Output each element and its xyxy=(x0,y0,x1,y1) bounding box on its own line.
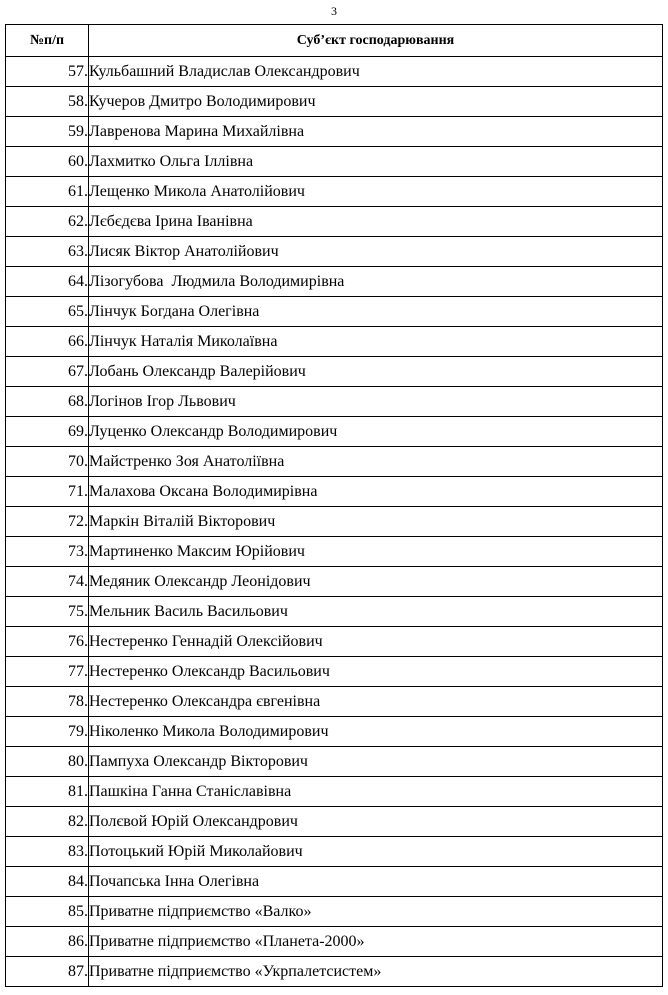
entity-name: Медяник Олександр Леонідович xyxy=(89,567,663,597)
table-row xyxy=(6,447,663,477)
row-number: 77. xyxy=(6,657,89,687)
table-row xyxy=(6,417,663,447)
table-row xyxy=(6,777,663,807)
table-row xyxy=(6,177,663,207)
row-number: 72. xyxy=(6,507,89,537)
entity-name: Лавренова Марина Михайлівна xyxy=(89,117,663,147)
table-row xyxy=(6,327,663,357)
table-row xyxy=(6,297,663,327)
row-number: 78. xyxy=(6,687,89,717)
row-number: 62. xyxy=(6,207,89,237)
row-number: 68. xyxy=(6,387,89,417)
entity-name: Лінчук Наталія Миколаївна xyxy=(89,327,663,357)
row-number: 82. xyxy=(6,807,89,837)
entity-name: Приватне підприємство «Планета-2000» xyxy=(89,927,663,957)
entity-name: Ніколенко Микола Володимирович xyxy=(89,717,663,747)
entity-name: Лобань Олександр Валерійович xyxy=(89,357,663,387)
page-number: 3 xyxy=(331,4,337,18)
entity-table xyxy=(5,24,663,987)
table-row xyxy=(6,507,663,537)
entity-name: Пашкіна Ганна Станіславівна xyxy=(89,777,663,807)
entity-name: Почапська Інна Олегівна xyxy=(89,867,663,897)
row-number: 75. xyxy=(6,597,89,627)
table-row xyxy=(6,717,663,747)
header-number: №п/п xyxy=(6,25,89,57)
table-row xyxy=(6,477,663,507)
row-number: 65. xyxy=(6,297,89,327)
row-number: 61. xyxy=(6,177,89,207)
entity-name: Приватне підприємство «Укрпалетсистем» xyxy=(89,957,663,987)
row-number: 73. xyxy=(6,537,89,567)
table-row xyxy=(6,837,663,867)
table-row xyxy=(6,867,663,897)
row-number: 58. xyxy=(6,87,89,117)
row-number: 64. xyxy=(6,267,89,297)
row-number: 79. xyxy=(6,717,89,747)
entity-name: Малахова Оксана Володимирівна xyxy=(89,477,663,507)
entity-name: Нестеренко Геннадій Олексійович xyxy=(89,627,663,657)
table-row xyxy=(6,357,663,387)
entity-name: Мельник Василь Васильович xyxy=(89,597,663,627)
entity-name: Лізогубова Людмила Володимирівна xyxy=(89,267,663,297)
table-row xyxy=(6,237,663,267)
entity-name: Полєвой Юрій Олександрович xyxy=(89,807,663,837)
row-number: 81. xyxy=(6,777,89,807)
row-number: 59. xyxy=(6,117,89,147)
table-row xyxy=(6,927,663,957)
row-number: 76. xyxy=(6,627,89,657)
entity-name: Маркін Віталій Вікторович xyxy=(89,507,663,537)
row-number: 70. xyxy=(6,447,89,477)
row-number: 67. xyxy=(6,357,89,387)
row-number: 85. xyxy=(6,897,89,927)
table-row xyxy=(6,897,663,927)
entity-name: Логінов Ігор Львович xyxy=(89,387,663,417)
entity-name: Пампуха Олександр Вікторович xyxy=(89,747,663,777)
row-number: 69. xyxy=(6,417,89,447)
row-number: 66. xyxy=(6,327,89,357)
entity-name: Лещенко Микола Анатолійович xyxy=(89,177,663,207)
row-number: 83. xyxy=(6,837,89,867)
table-row xyxy=(6,747,663,777)
entity-name: Лисяк Віктор Анатолійович xyxy=(89,237,663,267)
table-row xyxy=(6,657,663,687)
table-row xyxy=(6,567,663,597)
entity-name: Кульбашний Владислав Олександрович xyxy=(89,57,663,87)
table-row xyxy=(6,267,663,297)
table-row xyxy=(6,207,663,237)
row-number: 87. xyxy=(6,957,89,987)
entity-name: Кучеров Дмитро Володимирович xyxy=(89,87,663,117)
row-number: 63. xyxy=(6,237,89,267)
table-row xyxy=(6,627,663,657)
entity-name: Приватне підприємство «Валко» xyxy=(89,897,663,927)
entity-name: Мартиненко Максим Юрійович xyxy=(89,537,663,567)
row-number: 80. xyxy=(6,747,89,777)
row-number: 60. xyxy=(6,147,89,177)
entity-name: Нестеренко Олександра євгенівна xyxy=(89,687,663,717)
row-number: 86. xyxy=(6,927,89,957)
table-row xyxy=(6,957,663,987)
entity-name: Лєбєдєва Ірина Іванівна xyxy=(89,207,663,237)
table-row xyxy=(6,387,663,417)
entity-name: Лахмитко Ольга Іллівна xyxy=(89,147,663,177)
table-row xyxy=(6,117,663,147)
entity-name: Потоцький Юрій Миколайович xyxy=(89,837,663,867)
table-row xyxy=(6,57,663,87)
table-body xyxy=(6,57,663,987)
entity-name: Луценко Олександр Володимирович xyxy=(89,417,663,447)
table-row xyxy=(6,687,663,717)
entity-name: Майстренко Зоя Анатоліївна xyxy=(89,447,663,477)
table-row xyxy=(6,147,663,177)
table-header-row xyxy=(6,25,663,57)
table-row xyxy=(6,807,663,837)
table-row xyxy=(6,537,663,567)
entity-name: Лінчук Богдана Олегівна xyxy=(89,297,663,327)
row-number: 71. xyxy=(6,477,89,507)
table-row xyxy=(6,87,663,117)
table-row xyxy=(6,597,663,627)
header-subject: Суб’єкт господарювання xyxy=(89,25,663,57)
row-number: 84. xyxy=(6,867,89,897)
entity-name: Нестеренко Олександр Васильович xyxy=(89,657,663,687)
row-number: 57. xyxy=(6,57,89,87)
row-number: 74. xyxy=(6,567,89,597)
